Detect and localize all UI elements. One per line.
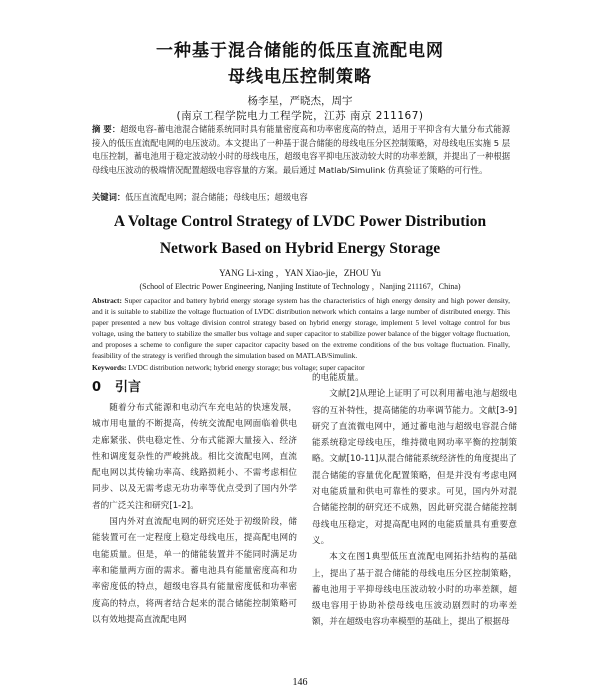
body-column-right bbox=[312, 370, 517, 672]
keywords-en-label: Keywords: bbox=[92, 363, 127, 372]
abstract-en-text: Super capacitor and battery hybrid energy storage system has the characteristics of high energy density and high power density, and it is suitable to stabilize the voltage fluctuation of LVDC distribution network which contains a large number of distributed energy. This paper presented a new bus voltage division control strategy based on hybrid energy storage, implement 5 level voltage control for bus voltage, using the battery to stabilize the smaller bus voltage and super capacitor to stabilize power balance of the bigger voltage fluctuation, and proposes a scheme to configure the super capacitor capacity based on the extreme conditions of the bus voltage fluctuation. Finally, feasibility of the strategy is verified through the simulation based on MATLAB/Simulink. bbox=[92, 296, 510, 361]
keywords-cn-label: 关键词： bbox=[92, 192, 126, 202]
paragraph: 国内外对直流配电网的研究还处于初级阶段，储能装置可在一定程度上稳定母线电压，提高配电网的电能质量。但是，单一的储能装置并不能同时满足功率和能量两方面的需求。蓄电池具有能量密度高和功率密度低的特点，超级电容具有能量密度低和功率密度高的特点，将两者结合起来的混合储能控制策略可以有效地提高直流配电网 bbox=[92, 517, 297, 625]
paragraph: 本文在图1典型低压直流配电网拓扑结构的基础上，提出了基于混合储能的母线电压分区控制策略，蓄电池用于平抑母线电压波动较小时的功率差额，超级电容用于协助补偿母线电压波动剧烈时的功率差额，并在超级电容功率模型的基础上，提出了根据母 bbox=[312, 552, 517, 628]
title-cn-line-2: 母线电压控制策略 bbox=[228, 67, 372, 87]
abstract-cn bbox=[92, 123, 510, 191]
keywords-en-text: LVDC distribution network; hybrid energy storage; bus voltage; super capacitor bbox=[128, 363, 365, 372]
title-en-line-1: A Voltage Control Strategy of LVDC Power Distribution bbox=[113, 213, 487, 230]
affiliation-en: (School of Electric Power Engineering, Nanjing Institute of Technology ，Nanjing 211167，China) bbox=[139, 282, 461, 291]
page-number: 146 bbox=[292, 677, 308, 688]
keywords-cn-text: 低压直流配电网；混合储能；母线电压；超级电容 bbox=[125, 192, 308, 202]
abstract-cn-text: 超级电容-蓄电池混合储能系统同时具有能量密度高和功率密度高的特点，适用于平抑含有大量分布式能源接入的低压直流配电网的电压波动。本文提出了一种基于混合储能的母线电压分区控制策略，对母线电压实施 5 层电压控制，蓄电池用于稳定波动较小时的母线电压，超级电容平抑电压波动较大时的功率差额，并提出了一种根据母线电压波动的极端情况配置超级电容容量的方案。最后通过 Matlab/Simulink 仿真验证了策略的可行性。 bbox=[92, 124, 510, 175]
paragraph: 随着分布式能源和电动汽车充电站的快速发展，城市用电量的不断提高，传统交流配电网面临着供电走廊紧张、供电稳定性、分布式能源大量接入、经济性和调度复杂性的严峻挑战。相比交流配电网，直流配电网以其传输功率高、线路损耗小、不需考虑相位同步、以及无需考虑无功功率等优点受到了国内外学者的广泛关注和研究[1-2]。 bbox=[92, 403, 297, 511]
section-title: 引言 bbox=[115, 380, 142, 395]
title-en-line-2: Network Based on Hybrid Energy Storage bbox=[159, 240, 441, 257]
abstract-en bbox=[92, 295, 510, 362]
abstract-cn-label: 摘 要： bbox=[92, 124, 121, 134]
abstract-en-label: Abstract: bbox=[92, 296, 122, 305]
affiliation-cn: (南京工程学院电力工程学院，江苏 南京 211167) bbox=[176, 110, 424, 122]
keywords-cn bbox=[92, 191, 510, 205]
title-cn-line-1: 一种基于混合储能的低压直流配电网 bbox=[156, 41, 444, 61]
paragraph: 文献[2]从理论上证明了可以利用蓄电池与超级电容的互补特性，提高储能的功率调节能力。文献[3-9]研究了直流微电网中，通过蓄电池与超级电容混合储能系统稳定母线电压，维持微电网功率平衡的控制策略。文献[10-11]从混合储能系统经济性的角度提出了混合储能的容量优化配置策略，但是并没有考虑电网对电能质量和供电可靠性的要求。可见，国内外对混合储能控制的研究还不成熟，因此研究混合储能控制母线电压稳定，对提高配电网的电能质量具有重要意义。 bbox=[312, 389, 517, 546]
body-column-left bbox=[92, 400, 297, 672]
section-heading bbox=[92, 376, 141, 395]
section-number: 0 bbox=[92, 380, 102, 395]
paragraph: 的电能质量。 bbox=[312, 373, 364, 383]
authors-en: YANG Li-xing ，YAN Xiao-jie，ZHOU Yu bbox=[219, 268, 381, 278]
authors-cn: 杨李星，严晓杰，周宇 bbox=[247, 95, 353, 107]
